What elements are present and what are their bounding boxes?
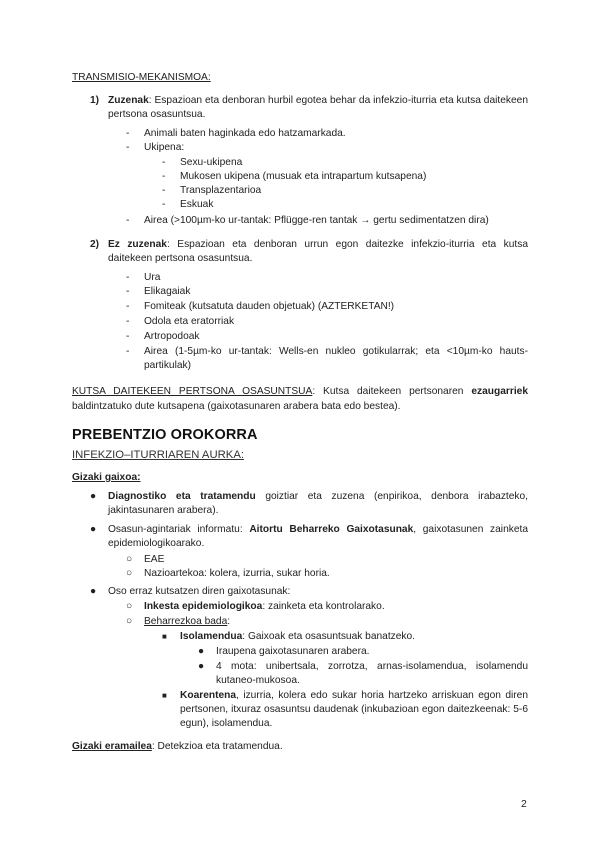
diagnosis-text: goiztiar eta zuzena (enpirikoa, denbora irabazteko, jakintasunaren arabera). (108, 491, 528, 516)
bullet-disc-icon: ● (90, 586, 97, 597)
indirect-item-2: Fomiteak (kutsatuta dauden objetuak) (AZTERKETAN!) (144, 301, 395, 312)
carrier-text: : Detekzioa eta tratamendua. (151, 741, 283, 752)
indirect-item-1: Elikagaiak (144, 286, 191, 297)
dash-marker: - (126, 286, 130, 297)
contagious-text: Oso erraz kutsatzen diren gaixotasunak: (108, 586, 291, 597)
isolation-line (180, 630, 415, 644)
indirect-text: : Espazioan eta denboran urrun egon daitezke infekzio-iturria eta kutsa daitekeen pertsona osasuntsua. (108, 239, 528, 264)
dash-marker: - (126, 316, 130, 327)
indirect-item-4: Artropodoak (144, 331, 200, 342)
dash-marker: - (162, 157, 166, 168)
indirect-item-5: Airea (1-5µm-ko ur-tantak: Wells-en nukleo gotikularrak; eta <10µm-ko hauts-partikulak) (144, 346, 528, 371)
direct-item-1: Ukipena: (144, 142, 185, 153)
dash-marker: - (126, 301, 130, 312)
direct-last-item: Airea (>100µm-ko ur-tantak: Pflügge-ren tantak → gertu sedimentatzen dira) (144, 215, 489, 226)
dash-marker: - (126, 331, 130, 342)
dash-marker: - (162, 185, 166, 196)
direct-text: : Espazioan eta denboran hurbil egotea behar da infekzio-iturria eta kutsa daitekeen pertsona osasuntsua. (108, 95, 528, 120)
susceptible-paragraph (72, 384, 528, 414)
direct-subitem-2: Transplazentarioa (180, 185, 262, 196)
bullet-disc-icon: ● (198, 646, 205, 657)
susceptible-text2: baldintzatuko dute kutsapena (gaixotasunaren arabera bata edo bestea). (72, 401, 401, 412)
quarantine-bold: Koarentena (180, 690, 237, 701)
susceptible-term: KUTSA DAITEKEEN PERTSONA OSASUNTSUA (72, 386, 313, 397)
sick-label: Gizaki gaixoa: (72, 472, 141, 483)
direct-number: 1) (90, 95, 100, 106)
isolation-item-1: 4 mota: unibertsala, zorrotza, arnas-isolamendua, isolamendu kutaneo-mukosoa. (216, 661, 528, 686)
isolation-text: : Gaixoak eta osasuntsuak banatzeko. (242, 631, 416, 642)
survey-text: : zainketa eta kontrolarako. (262, 601, 385, 612)
ifneeded-colon: : (227, 616, 231, 627)
inform-text: Osasun-agintariak informatu: (108, 524, 250, 535)
inform-item-1: Nazioartekoa: kolera, izurria, sukar horia. (144, 568, 330, 579)
bullet-circle-icon: ○ (126, 568, 133, 579)
diagnosis-paragraph (108, 490, 528, 518)
direct-subitem-3: Eskuak (180, 199, 214, 210)
prevention-title: PREBENTZIO OROKORRA (72, 427, 258, 443)
inform-bold: Aitortu Beharreko Gaixotasunak (249, 524, 414, 535)
carrier-line (72, 740, 283, 754)
ifneeded-label: Beharrezkoa bada (144, 616, 228, 627)
carrier-label: Gizaki eramailea (72, 741, 152, 752)
survey-line (144, 600, 385, 614)
bullet-disc-icon: ● (90, 491, 97, 502)
dash-marker: - (126, 142, 130, 153)
indirect-item-0: Ura (144, 272, 161, 283)
direct-item-0: Animali baten haginkada edo hatzamarkada. (144, 128, 346, 139)
dash-marker: - (126, 128, 130, 139)
isolation-item-0: Iraupena gaixotasunaren arabera. (216, 646, 370, 657)
inform-text2: , gaixotasunen zainketa epidemiologikoarako. (108, 524, 528, 549)
susceptible-bold: ezaugarriek (471, 386, 528, 397)
ifneeded-line (144, 615, 230, 629)
susceptible-text1: : Kutsa daitekeen pertsonaren (312, 386, 464, 397)
dash-marker: - (162, 199, 166, 210)
direct-term: Zuzenak (108, 95, 149, 106)
prevention-subtitle: INFEKZIO–ITURRIAREN AURKA: (72, 449, 244, 461)
bullet-square-icon: ■ (162, 691, 167, 700)
bullet-square-icon: ■ (162, 632, 167, 641)
inform-paragraph (108, 523, 528, 551)
indirect-term: Ez zuzenak (108, 239, 167, 250)
indirect-item-3: Odola eta eratorriak (144, 316, 235, 327)
dash-marker: - (126, 346, 130, 357)
indirect-paragraph (108, 238, 528, 266)
bullet-disc-icon: ● (198, 661, 205, 672)
quarantine-paragraph (180, 689, 528, 731)
survey-bold: Inkesta epidemiologikoa (144, 601, 263, 612)
page-number: 2 (521, 798, 527, 810)
inform-item-0: EAE (144, 554, 165, 565)
direct-paragraph (108, 94, 528, 122)
direct-subitem-1: Mukosen ukipena (musuak eta intrapartum kutsapena) (180, 171, 427, 182)
bullet-circle-icon: ○ (126, 554, 133, 565)
transmission-heading: TRANSMISIO-MEKANISMOA: (72, 72, 211, 83)
indirect-number: 2) (90, 239, 100, 250)
dash-marker: - (126, 272, 130, 283)
dash-marker: - (162, 171, 166, 182)
bullet-disc-icon: ● (90, 524, 97, 535)
bullet-circle-icon: ○ (126, 616, 133, 627)
diagnosis-bold: Diagnostiko eta tratamendu (108, 491, 256, 502)
isolation-bold: Isolamendua (180, 631, 243, 642)
dash-marker: - (126, 215, 130, 226)
bullet-circle-icon: ○ (126, 601, 133, 612)
quarantine-text: , izurria, kolera edo sukar horia hartzeko arriskuan egon diren pertsonen, itxuraz osasuntsu daudenak (inkubazioan egon daitezkeenak: 5-6 egun), isolamendua. (180, 690, 528, 729)
direct-subitem-0: Sexu-ukipena (180, 157, 243, 168)
